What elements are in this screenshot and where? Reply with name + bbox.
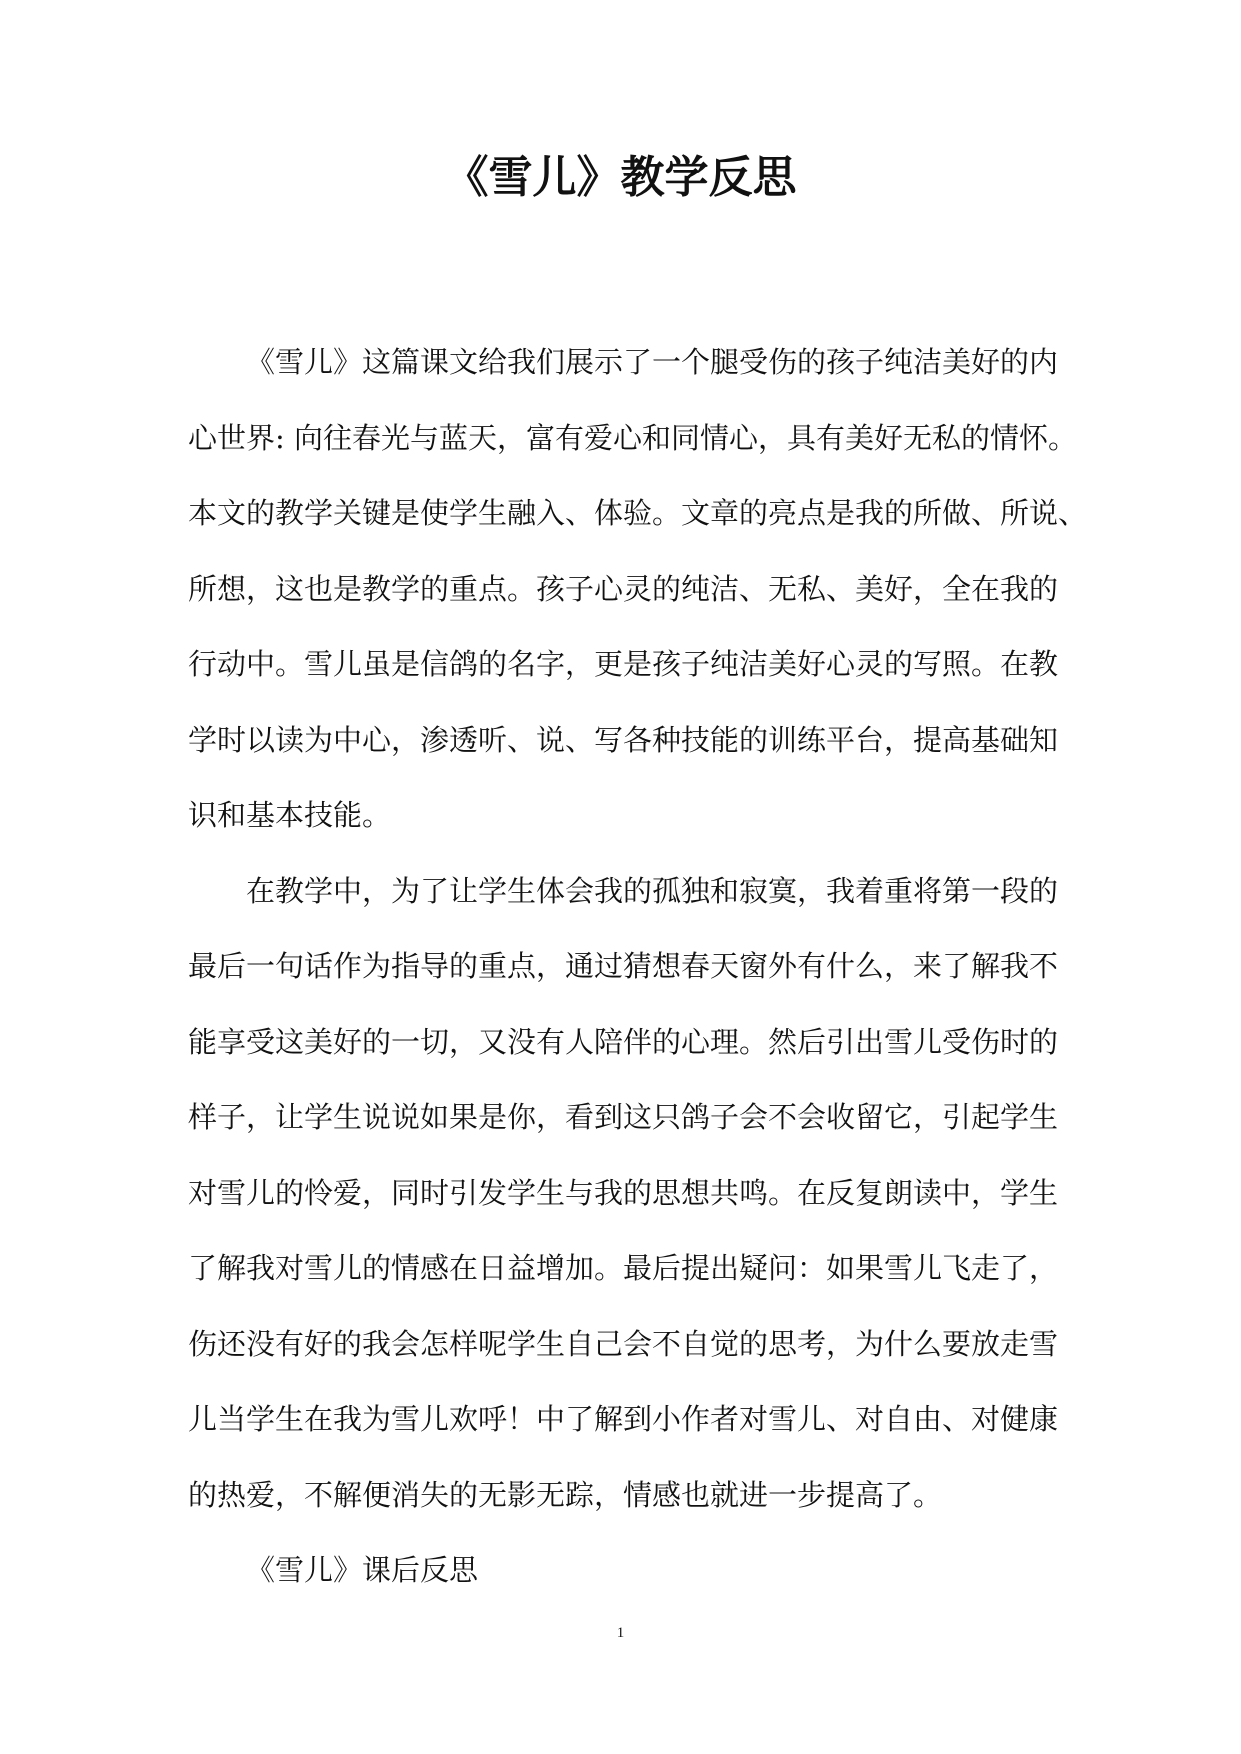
text-line: 本文的教学关键是使学生融入、体验。文章的亮点是我的所做、所说、	[188, 496, 1088, 530]
text-line: 《雪儿》课后反思	[246, 1553, 479, 1587]
text-line: 样子，让学生说说如果是你，看到这只鸽子会不会收留它，引起学生	[188, 1100, 1059, 1134]
text-line: 能享受这美好的一切，又没有人陪伴的心理。然后引出雪儿受伤时的	[188, 1024, 1059, 1059]
text-line: 儿当学生在我为雪儿欢呼！中了解到小作者对雪儿、对自由、对健康	[188, 1402, 1059, 1436]
text-line: 最后一句话作为指导的重点，通过猜想春天窗外有什么，来了解我不	[188, 949, 1059, 983]
document-body	[188, 325, 1088, 1609]
text-line: 所想，这也是教学的重点。孩子心灵的纯洁、无私、美好，全在我的	[188, 571, 1059, 606]
text-line: 行动中。雪儿虽是信鸽的名字，更是孩子纯洁美好心灵的写照。在教	[188, 647, 1059, 681]
text-line: 了解我对雪儿的情感在日益增加。最后提出疑问：如果雪儿飞走了，	[188, 1251, 1059, 1285]
text-line: 心世界: 向往春光与蓝天，富有爱心和同情心，具有美好无私的情怀。	[188, 420, 1077, 455]
text-line: 对雪儿的怜爱，同时引发学生与我的思想共鸣。在反复朗读中，学生	[188, 1175, 1059, 1210]
text-line: 伤还没有好的我会怎样呢学生自己会不自觉的思考，为什么要放走雪	[188, 1326, 1059, 1361]
document-title: 《雪儿》教学反思	[444, 152, 797, 203]
text-line: 的热爱，不解便消失的无影无踪，情感也就进一步提高了。	[188, 1477, 943, 1512]
page-number: 1	[616, 1625, 625, 1641]
text-line: 学时以读为中心，渗透听、说、写各种技能的训练平台，提高基础知	[188, 722, 1059, 757]
text-line: 《雪儿》这篇课文给我们展示了一个腿受伤的孩子纯洁美好的内	[246, 345, 1059, 379]
text-line: 在教学中，为了让学生体会我的孤独和寂寞，我着重将第一段的	[246, 873, 1059, 908]
text-line: 识和基本技能。	[188, 798, 392, 832]
